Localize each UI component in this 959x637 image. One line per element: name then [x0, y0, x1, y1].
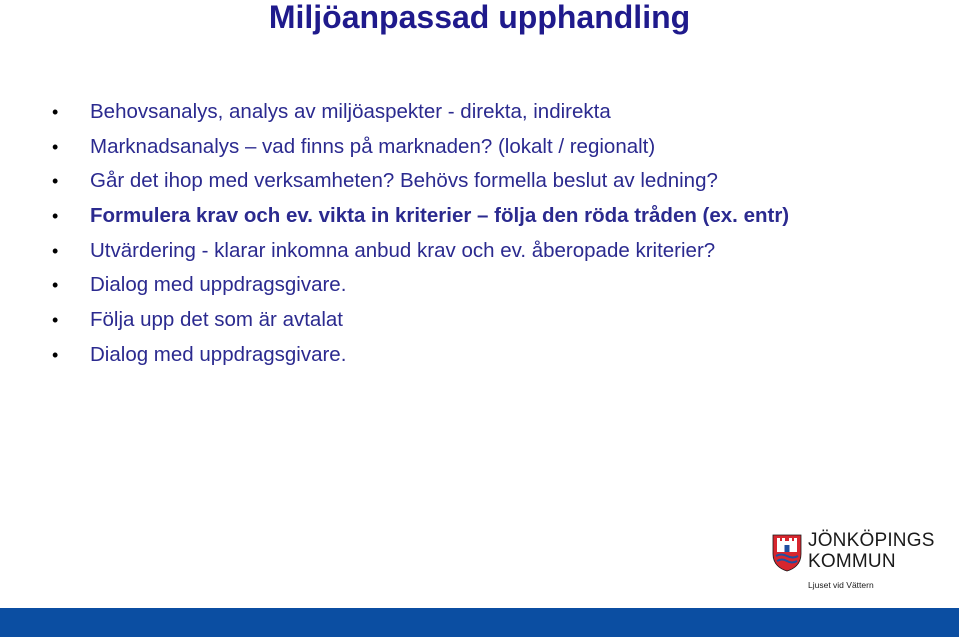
bullet-text: Dialog med uppdragsgivare.	[90, 342, 347, 366]
bullet-marker: •	[52, 344, 59, 365]
bullet-marker: •	[52, 136, 59, 157]
slide-title: Miljöanpassad upphandling	[268, 0, 691, 35]
bullet-item	[52, 95, 942, 130]
bullet-text: Går det ihop med verksamheten? Behövs formella beslut av ledning?	[90, 169, 718, 193]
footer-bar	[0, 608, 959, 637]
bullet-item	[52, 164, 942, 199]
bullet-text: Behovsanalys, analys av miljöaspekter - direkta, indirekta	[90, 100, 611, 123]
bullet-text: Dialog med uppdragsgivare.	[90, 273, 347, 297]
bullet-text: Följa upp det som är avtalat	[90, 308, 343, 332]
bullet-item	[52, 303, 942, 338]
jonkoping-kommun-logo	[770, 528, 940, 594]
bullet-item	[52, 268, 942, 303]
bullet-item-emphasized	[52, 199, 942, 234]
bullet-marker: •	[52, 275, 59, 296]
bullet-marker: •	[52, 171, 59, 192]
logo-line-2: KOMMUN	[808, 551, 896, 572]
bullet-list	[52, 95, 942, 373]
coat-of-arms-icon	[772, 532, 802, 572]
bullet-marker: •	[52, 102, 59, 122]
bullet-marker: •	[52, 310, 59, 331]
bullet-item	[52, 234, 942, 269]
logo-tagline: Ljuset vid Vättern	[808, 580, 874, 590]
bullet-text: Utvärdering - klarar inkomna anbud krav och ev. åberopade kriterier?	[90, 238, 716, 262]
bullet-marker: •	[52, 240, 59, 261]
logo-wordmark	[808, 530, 935, 572]
bullet-item	[52, 130, 942, 165]
logo-line-1: JÖNKÖPINGS	[808, 530, 935, 551]
bullet-text: Marknadsanalys – vad finns på marknaden? (lokalt / regionalt)	[90, 134, 656, 158]
bullet-text: Formulera krav och ev. vikta in kriterier – följa den röda tråden (ex. entr)	[90, 204, 790, 228]
bullet-marker: •	[52, 206, 59, 227]
bullet-item	[52, 338, 942, 373]
